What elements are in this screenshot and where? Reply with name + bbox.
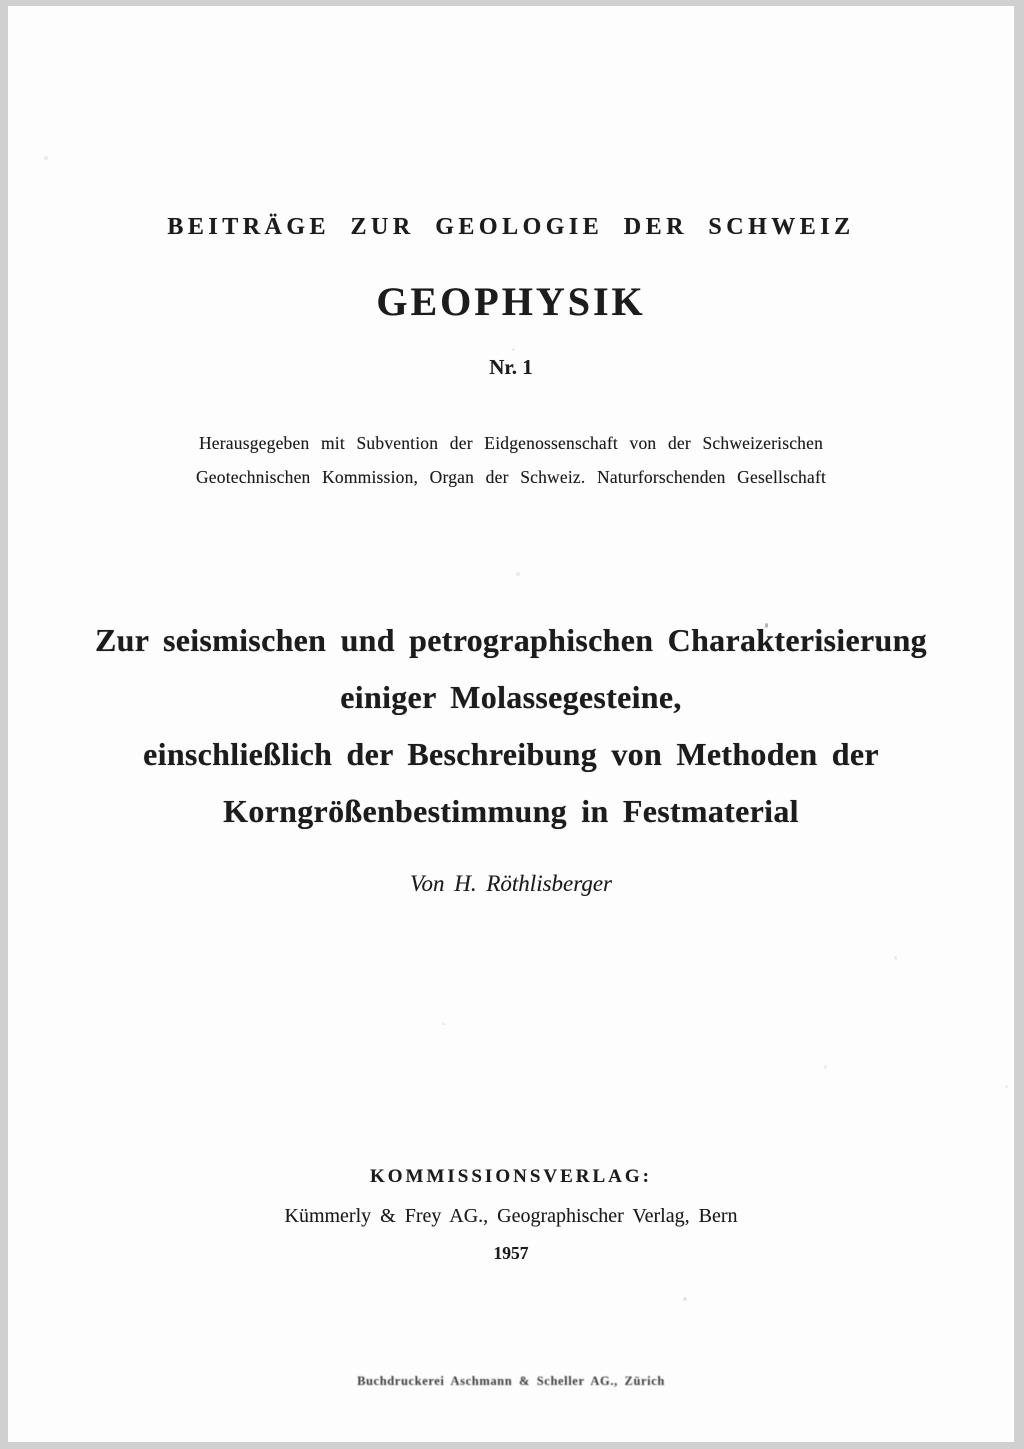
author-line: Von H. Röthlisberger [410, 871, 612, 896]
issue-number: Nr. 1 [489, 355, 533, 379]
title-page [8, 6, 1014, 1442]
printer-line: Buchdruckerei Aschmann & Scheller AG., Zürich [357, 1374, 665, 1388]
publisher-heading: KOMMISSIONSVERLAG: [369, 1166, 653, 1187]
publication-year: 1957 [493, 1243, 529, 1263]
main-title-line-4: Korngrößenbestimmung in Festmaterial [223, 793, 799, 829]
main-title [8, 612, 1014, 840]
main-title-line-2: einiger Molassegesteine, [340, 679, 682, 715]
scan-speck [765, 623, 768, 628]
scan-speck [894, 956, 897, 960]
imprint-line-1: Herausgegeben mit Subvention der Eidgenossenschaft von der Schweizerischen [198, 433, 824, 453]
scan-speck [442, 1022, 445, 1025]
main-title-line-1: Zur seismischen und petrographischen Charakterisierung [95, 622, 927, 658]
scan-speck [824, 1065, 827, 1069]
scan-speck [512, 348, 515, 351]
scan-speck [1005, 1085, 1008, 1088]
main-title-line-3: einschließlich der Beschreibung von Methoden der [143, 736, 879, 772]
publisher-line: Kümmerly & Frey AG., Geographischer Verlag, Bern [284, 1205, 738, 1227]
series-title: BEITRÄGE ZUR GEOLOGIE DER SCHWEIZ [167, 214, 855, 240]
scan-speck [683, 1297, 687, 1301]
subseries-title: GEOPHYSIK [376, 279, 646, 324]
scan-speck [44, 156, 48, 160]
imprint-line-2: Geotechnischen Kommission, Organ der Schweiz. Naturforschenden Gesellschaft [195, 467, 827, 487]
scan-speck [516, 572, 520, 576]
imprint-block [8, 426, 1014, 494]
